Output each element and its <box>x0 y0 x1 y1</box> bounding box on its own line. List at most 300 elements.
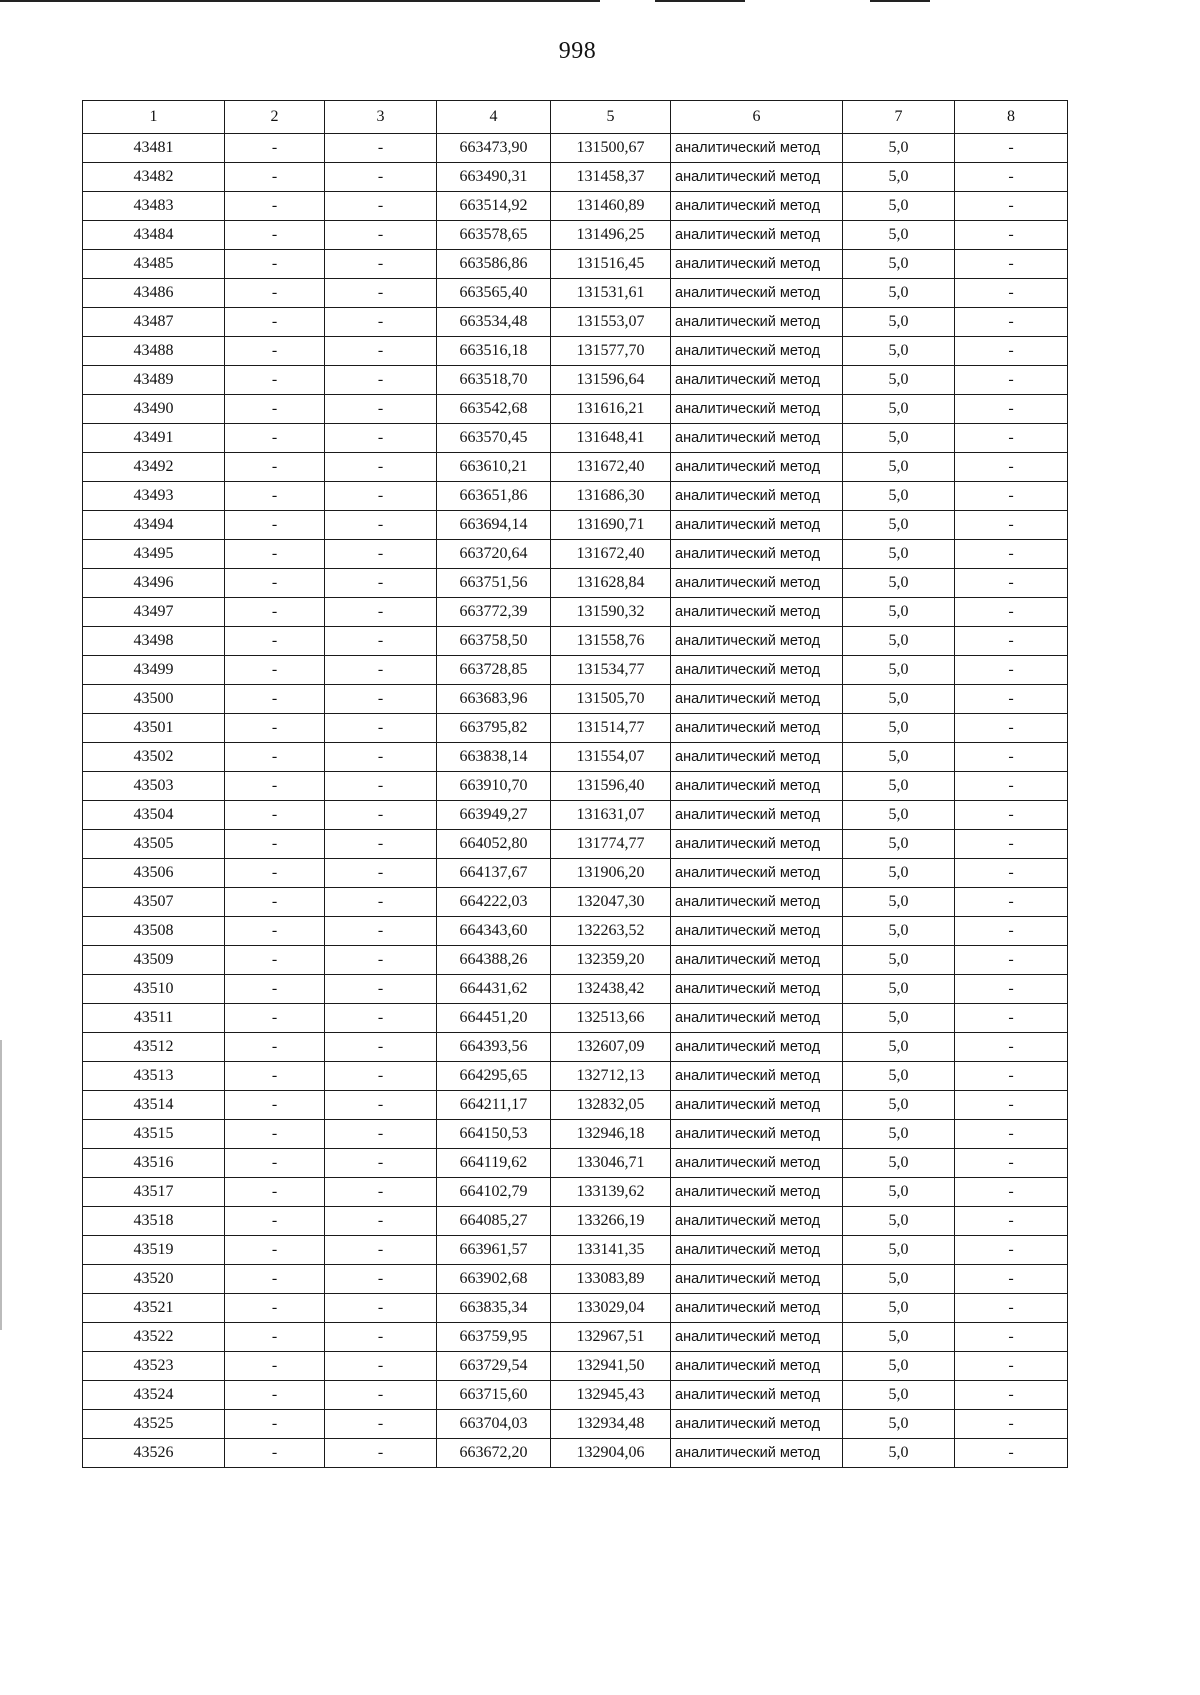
accuracy-cell: 5,0 <box>843 511 955 540</box>
method-cell: аналитический метод <box>671 1207 843 1236</box>
col2-cell: - <box>225 163 325 192</box>
col8-cell: - <box>955 1236 1068 1265</box>
y-coordinate-cell: 131516,45 <box>551 250 671 279</box>
accuracy-cell: 5,0 <box>843 917 955 946</box>
col8-cell: - <box>955 482 1068 511</box>
accuracy-cell: 5,0 <box>843 453 955 482</box>
x-coordinate-cell: 663534,48 <box>437 308 551 337</box>
method-cell: аналитический метод <box>671 1091 843 1120</box>
col8-cell: - <box>955 511 1068 540</box>
column-header: 8 <box>955 101 1068 134</box>
x-coordinate-cell: 663729,54 <box>437 1352 551 1381</box>
col3-cell: - <box>325 830 437 859</box>
top-edge-rule <box>655 0 745 2</box>
col3-cell: - <box>325 424 437 453</box>
col2-cell: - <box>225 627 325 656</box>
accuracy-cell: 5,0 <box>843 946 955 975</box>
col3-cell: - <box>325 946 437 975</box>
method-cell: аналитический метод <box>671 1236 843 1265</box>
col2-cell: - <box>225 801 325 830</box>
col8-cell: - <box>955 540 1068 569</box>
point-number-cell: 43500 <box>83 685 225 714</box>
col3-cell: - <box>325 888 437 917</box>
col8-cell: - <box>955 250 1068 279</box>
method-cell: аналитический метод <box>671 1439 843 1468</box>
col3-cell: - <box>325 163 437 192</box>
accuracy-cell: 5,0 <box>843 1091 955 1120</box>
col3-cell: - <box>325 192 437 221</box>
method-cell: аналитический метод <box>671 1062 843 1091</box>
accuracy-cell: 5,0 <box>843 1265 955 1294</box>
col8-cell: - <box>955 1410 1068 1439</box>
x-coordinate-cell: 663728,85 <box>437 656 551 685</box>
x-coordinate-cell: 663516,18 <box>437 337 551 366</box>
col2-cell: - <box>225 917 325 946</box>
y-coordinate-cell: 131690,71 <box>551 511 671 540</box>
y-coordinate-cell: 131672,40 <box>551 540 671 569</box>
method-cell: аналитический метод <box>671 511 843 540</box>
table-row <box>83 192 1068 221</box>
col8-cell: - <box>955 917 1068 946</box>
col3-cell: - <box>325 540 437 569</box>
method-cell: аналитический метод <box>671 192 843 221</box>
y-coordinate-cell: 131554,07 <box>551 743 671 772</box>
col2-cell: - <box>225 192 325 221</box>
table-row <box>83 511 1068 540</box>
y-coordinate-cell: 131496,25 <box>551 221 671 250</box>
table-row <box>83 1207 1068 1236</box>
y-coordinate-cell: 131596,64 <box>551 366 671 395</box>
col3-cell: - <box>325 1265 437 1294</box>
method-cell: аналитический метод <box>671 946 843 975</box>
col8-cell: - <box>955 946 1068 975</box>
method-cell: аналитический метод <box>671 1004 843 1033</box>
method-cell: аналитический метод <box>671 279 843 308</box>
method-cell: аналитический метод <box>671 337 843 366</box>
point-number-cell: 43517 <box>83 1178 225 1207</box>
col3-cell: - <box>325 1439 437 1468</box>
table-row <box>83 1381 1068 1410</box>
table-row <box>83 946 1068 975</box>
col3-cell: - <box>325 366 437 395</box>
col8-cell: - <box>955 1004 1068 1033</box>
col8-cell: - <box>955 772 1068 801</box>
y-coordinate-cell: 131686,30 <box>551 482 671 511</box>
col3-cell: - <box>325 1381 437 1410</box>
method-cell: аналитический метод <box>671 859 843 888</box>
x-coordinate-cell: 663772,39 <box>437 598 551 627</box>
col3-cell: - <box>325 627 437 656</box>
accuracy-cell: 5,0 <box>843 1352 955 1381</box>
col2-cell: - <box>225 1207 325 1236</box>
col3-cell: - <box>325 1294 437 1323</box>
col3-cell: - <box>325 511 437 540</box>
col8-cell: - <box>955 1120 1068 1149</box>
method-cell: аналитический метод <box>671 627 843 656</box>
point-number-cell: 43514 <box>83 1091 225 1120</box>
col2-cell: - <box>225 308 325 337</box>
point-number-cell: 43487 <box>83 308 225 337</box>
x-coordinate-cell: 664137,67 <box>437 859 551 888</box>
x-coordinate-cell: 663910,70 <box>437 772 551 801</box>
x-coordinate-cell: 663683,96 <box>437 685 551 714</box>
table-row <box>83 627 1068 656</box>
col2-cell: - <box>225 540 325 569</box>
point-number-cell: 43506 <box>83 859 225 888</box>
col8-cell: - <box>955 1091 1068 1120</box>
point-number-cell: 43518 <box>83 1207 225 1236</box>
accuracy-cell: 5,0 <box>843 279 955 308</box>
x-coordinate-cell: 663565,40 <box>437 279 551 308</box>
y-coordinate-cell: 132967,51 <box>551 1323 671 1352</box>
accuracy-cell: 5,0 <box>843 1323 955 1352</box>
accuracy-cell: 5,0 <box>843 598 955 627</box>
column-header: 4 <box>437 101 551 134</box>
point-number-cell: 43525 <box>83 1410 225 1439</box>
table-row <box>83 859 1068 888</box>
accuracy-cell: 5,0 <box>843 801 955 830</box>
table-row <box>83 453 1068 482</box>
col8-cell: - <box>955 1381 1068 1410</box>
col2-cell: - <box>225 656 325 685</box>
method-cell: аналитический метод <box>671 888 843 917</box>
x-coordinate-cell: 664085,27 <box>437 1207 551 1236</box>
method-cell: аналитический метод <box>671 714 843 743</box>
point-number-cell: 43488 <box>83 337 225 366</box>
col8-cell: - <box>955 1149 1068 1178</box>
table-row <box>83 221 1068 250</box>
col8-cell: - <box>955 685 1068 714</box>
table-row <box>83 772 1068 801</box>
table-row <box>83 888 1068 917</box>
col8-cell: - <box>955 395 1068 424</box>
col2-cell: - <box>225 1381 325 1410</box>
col8-cell: - <box>955 366 1068 395</box>
col2-cell: - <box>225 1236 325 1265</box>
page-number: 998 <box>558 38 597 64</box>
col3-cell: - <box>325 134 437 163</box>
method-cell: аналитический метод <box>671 975 843 1004</box>
y-coordinate-cell: 132047,30 <box>551 888 671 917</box>
col2-cell: - <box>225 1091 325 1120</box>
x-coordinate-cell: 664052,80 <box>437 830 551 859</box>
col2-cell: - <box>225 1410 325 1439</box>
col8-cell: - <box>955 743 1068 772</box>
method-cell: аналитический метод <box>671 917 843 946</box>
accuracy-cell: 5,0 <box>843 1381 955 1410</box>
y-coordinate-cell: 133141,35 <box>551 1236 671 1265</box>
accuracy-cell: 5,0 <box>843 250 955 279</box>
col2-cell: - <box>225 975 325 1004</box>
col3-cell: - <box>325 279 437 308</box>
y-coordinate-cell: 131672,40 <box>551 453 671 482</box>
col2-cell: - <box>225 395 325 424</box>
table-row <box>83 1178 1068 1207</box>
x-coordinate-cell: 663542,68 <box>437 395 551 424</box>
accuracy-cell: 5,0 <box>843 163 955 192</box>
table-row <box>83 1149 1068 1178</box>
col8-cell: - <box>955 1178 1068 1207</box>
method-cell: аналитический метод <box>671 395 843 424</box>
point-number-cell: 43497 <box>83 598 225 627</box>
table-header-row <box>83 101 1068 134</box>
x-coordinate-cell: 663715,60 <box>437 1381 551 1410</box>
method-cell: аналитический метод <box>671 540 843 569</box>
table-row <box>83 801 1068 830</box>
accuracy-cell: 5,0 <box>843 337 955 366</box>
table-row <box>83 714 1068 743</box>
col3-cell: - <box>325 1323 437 1352</box>
accuracy-cell: 5,0 <box>843 975 955 1004</box>
table-row <box>83 366 1068 395</box>
column-header: 3 <box>325 101 437 134</box>
x-coordinate-cell: 664451,20 <box>437 1004 551 1033</box>
col8-cell: - <box>955 221 1068 250</box>
col8-cell: - <box>955 1439 1068 1468</box>
col8-cell: - <box>955 598 1068 627</box>
x-coordinate-cell: 663838,14 <box>437 743 551 772</box>
col2-cell: - <box>225 482 325 511</box>
col8-cell: - <box>955 192 1068 221</box>
col8-cell: - <box>955 975 1068 1004</box>
y-coordinate-cell: 131628,84 <box>551 569 671 598</box>
table-row <box>83 1294 1068 1323</box>
accuracy-cell: 5,0 <box>843 772 955 801</box>
method-cell: аналитический метод <box>671 250 843 279</box>
table-row <box>83 134 1068 163</box>
accuracy-cell: 5,0 <box>843 1294 955 1323</box>
col3-cell: - <box>325 1410 437 1439</box>
x-coordinate-cell: 663961,57 <box>437 1236 551 1265</box>
point-number-cell: 43511 <box>83 1004 225 1033</box>
accuracy-cell: 5,0 <box>843 1178 955 1207</box>
col3-cell: - <box>325 685 437 714</box>
col2-cell: - <box>225 1033 325 1062</box>
col2-cell: - <box>225 569 325 598</box>
method-cell: аналитический метод <box>671 1178 843 1207</box>
column-header: 1 <box>83 101 225 134</box>
col3-cell: - <box>325 308 437 337</box>
accuracy-cell: 5,0 <box>843 1120 955 1149</box>
accuracy-cell: 5,0 <box>843 627 955 656</box>
method-cell: аналитический метод <box>671 801 843 830</box>
col3-cell: - <box>325 772 437 801</box>
accuracy-cell: 5,0 <box>843 569 955 598</box>
y-coordinate-cell: 132946,18 <box>551 1120 671 1149</box>
y-coordinate-cell: 131558,76 <box>551 627 671 656</box>
y-coordinate-cell: 132438,42 <box>551 975 671 1004</box>
col8-cell: - <box>955 1062 1068 1091</box>
col2-cell: - <box>225 1004 325 1033</box>
col3-cell: - <box>325 337 437 366</box>
table-body <box>83 134 1068 1468</box>
method-cell: аналитический метод <box>671 1381 843 1410</box>
x-coordinate-cell: 664150,53 <box>437 1120 551 1149</box>
x-coordinate-cell: 664222,03 <box>437 888 551 917</box>
point-number-cell: 43483 <box>83 192 225 221</box>
y-coordinate-cell: 133046,71 <box>551 1149 671 1178</box>
table-row <box>83 482 1068 511</box>
x-coordinate-cell: 663902,68 <box>437 1265 551 1294</box>
method-cell: аналитический метод <box>671 1120 843 1149</box>
table-row <box>83 1091 1068 1120</box>
point-number-cell: 43504 <box>83 801 225 830</box>
table-row <box>83 1265 1068 1294</box>
x-coordinate-cell: 663949,27 <box>437 801 551 830</box>
method-cell: аналитический метод <box>671 221 843 250</box>
method-cell: аналитический метод <box>671 424 843 453</box>
col8-cell: - <box>955 830 1068 859</box>
col2-cell: - <box>225 134 325 163</box>
point-number-cell: 43510 <box>83 975 225 1004</box>
x-coordinate-cell: 664343,60 <box>437 917 551 946</box>
col8-cell: - <box>955 337 1068 366</box>
col2-cell: - <box>225 743 325 772</box>
point-number-cell: 43521 <box>83 1294 225 1323</box>
y-coordinate-cell: 131774,77 <box>551 830 671 859</box>
accuracy-cell: 5,0 <box>843 1062 955 1091</box>
col3-cell: - <box>325 975 437 1004</box>
column-header: 6 <box>671 101 843 134</box>
y-coordinate-cell: 131500,67 <box>551 134 671 163</box>
col8-cell: - <box>955 1265 1068 1294</box>
y-coordinate-cell: 133266,19 <box>551 1207 671 1236</box>
table-row <box>83 743 1068 772</box>
col8-cell: - <box>955 163 1068 192</box>
col8-cell: - <box>955 1323 1068 1352</box>
col3-cell: - <box>325 250 437 279</box>
point-number-cell: 43489 <box>83 366 225 395</box>
col2-cell: - <box>225 1149 325 1178</box>
method-cell: аналитический метод <box>671 1352 843 1381</box>
col3-cell: - <box>325 1033 437 1062</box>
x-coordinate-cell: 663578,65 <box>437 221 551 250</box>
method-cell: аналитический метод <box>671 482 843 511</box>
y-coordinate-cell: 132941,50 <box>551 1352 671 1381</box>
method-cell: аналитический метод <box>671 366 843 395</box>
table-row <box>83 163 1068 192</box>
method-cell: аналитический метод <box>671 772 843 801</box>
accuracy-cell: 5,0 <box>843 714 955 743</box>
x-coordinate-cell: 664119,62 <box>437 1149 551 1178</box>
column-header: 5 <box>551 101 671 134</box>
table-row <box>83 1410 1068 1439</box>
col8-cell: - <box>955 714 1068 743</box>
x-coordinate-cell: 663651,86 <box>437 482 551 511</box>
method-cell: аналитический метод <box>671 1294 843 1323</box>
col2-cell: - <box>225 1178 325 1207</box>
table-row <box>83 830 1068 859</box>
y-coordinate-cell: 131534,77 <box>551 656 671 685</box>
col2-cell: - <box>225 424 325 453</box>
accuracy-cell: 5,0 <box>843 482 955 511</box>
x-coordinate-cell: 663759,95 <box>437 1323 551 1352</box>
table-row <box>83 569 1068 598</box>
y-coordinate-cell: 131458,37 <box>551 163 671 192</box>
y-coordinate-cell: 131460,89 <box>551 192 671 221</box>
table-row <box>83 1120 1068 1149</box>
col3-cell: - <box>325 1207 437 1236</box>
col2-cell: - <box>225 859 325 888</box>
col8-cell: - <box>955 1294 1068 1323</box>
y-coordinate-cell: 132832,05 <box>551 1091 671 1120</box>
left-margin-mark <box>0 1040 2 1330</box>
x-coordinate-cell: 663720,64 <box>437 540 551 569</box>
point-number-cell: 43491 <box>83 424 225 453</box>
point-number-cell: 43492 <box>83 453 225 482</box>
col3-cell: - <box>325 656 437 685</box>
y-coordinate-cell: 133139,62 <box>551 1178 671 1207</box>
col3-cell: - <box>325 859 437 888</box>
point-number-cell: 43512 <box>83 1033 225 1062</box>
col2-cell: - <box>225 830 325 859</box>
point-number-cell: 43519 <box>83 1236 225 1265</box>
col8-cell: - <box>955 801 1068 830</box>
col8-cell: - <box>955 134 1068 163</box>
point-number-cell: 43523 <box>83 1352 225 1381</box>
col3-cell: - <box>325 482 437 511</box>
x-coordinate-cell: 663473,90 <box>437 134 551 163</box>
table-row <box>83 656 1068 685</box>
y-coordinate-cell: 131616,21 <box>551 395 671 424</box>
col3-cell: - <box>325 1091 437 1120</box>
y-coordinate-cell: 131648,41 <box>551 424 671 453</box>
method-cell: аналитический метод <box>671 743 843 772</box>
y-coordinate-cell: 131596,40 <box>551 772 671 801</box>
col2-cell: - <box>225 366 325 395</box>
method-cell: аналитический метод <box>671 453 843 482</box>
col2-cell: - <box>225 221 325 250</box>
point-number-cell: 43509 <box>83 946 225 975</box>
column-header: 7 <box>843 101 955 134</box>
x-coordinate-cell: 663610,21 <box>437 453 551 482</box>
accuracy-cell: 5,0 <box>843 1410 955 1439</box>
accuracy-cell: 5,0 <box>843 395 955 424</box>
col3-cell: - <box>325 1149 437 1178</box>
x-coordinate-cell: 663586,86 <box>437 250 551 279</box>
y-coordinate-cell: 132934,48 <box>551 1410 671 1439</box>
accuracy-cell: 5,0 <box>843 1207 955 1236</box>
method-cell: аналитический метод <box>671 830 843 859</box>
point-number-cell: 43486 <box>83 279 225 308</box>
accuracy-cell: 5,0 <box>843 685 955 714</box>
col2-cell: - <box>225 453 325 482</box>
accuracy-cell: 5,0 <box>843 1236 955 1265</box>
x-coordinate-cell: 663704,03 <box>437 1410 551 1439</box>
col2-cell: - <box>225 714 325 743</box>
point-number-cell: 43503 <box>83 772 225 801</box>
table-row <box>83 917 1068 946</box>
table-row <box>83 395 1068 424</box>
x-coordinate-cell: 663835,34 <box>437 1294 551 1323</box>
accuracy-cell: 5,0 <box>843 221 955 250</box>
y-coordinate-cell: 131505,70 <box>551 685 671 714</box>
accuracy-cell: 5,0 <box>843 424 955 453</box>
col3-cell: - <box>325 1178 437 1207</box>
col8-cell: - <box>955 424 1068 453</box>
point-number-cell: 43520 <box>83 1265 225 1294</box>
x-coordinate-cell: 664393,56 <box>437 1033 551 1062</box>
accuracy-cell: 5,0 <box>843 1439 955 1468</box>
accuracy-cell: 5,0 <box>843 192 955 221</box>
table-row <box>83 279 1068 308</box>
col3-cell: - <box>325 1236 437 1265</box>
accuracy-cell: 5,0 <box>843 1004 955 1033</box>
accuracy-cell: 5,0 <box>843 540 955 569</box>
accuracy-cell: 5,0 <box>843 1149 955 1178</box>
col3-cell: - <box>325 714 437 743</box>
table-row <box>83 1352 1068 1381</box>
